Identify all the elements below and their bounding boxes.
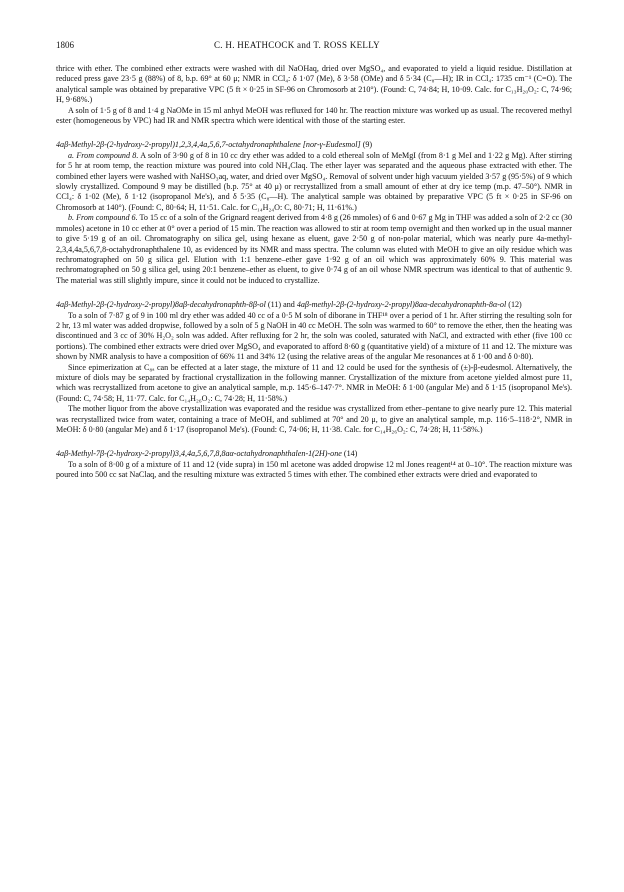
heading-compound-14-number: (14)	[343, 449, 358, 459]
run-in-from-compound-8: a. From compound 8.	[68, 150, 139, 160]
paragraph-ester-distillation: thrice with ether. The combined ether extracts were washed with dil NaOHaq, dried over MgSO₄, and evaporated to yield a liquid residue. Distillation at reduced press gave 23·5 g (88%) of 8, b.p. 69° at 60 μ; NMR in CCl₄: δ 1·07 (Me), δ 3·58 (OMe) and δ 5·34 (C₈—H); IR in CCl₄: 1735 cm⁻¹ (C=O). The analytical sample was obtained by preparative VPC (5 ft × 0·25 in SF-96 on Chromosorb at 210°). (Found: C, 74·84; H, 10·09. Calc. for C₁₃H₂₀O₂: C, 74·96; H, 9·68%.)	[56, 64, 572, 105]
paragraph-ester-reflux: A soln of 1·5 g of 8 and 1·4 g NaOMe in 15 ml anhyd MeOH was refluxed for 140 hr. The reaction mixture was worked up as usual. The recovered methyl ester (homogeneous by VPC) had IR and NMR spectra which were identical with those of the starting ester.	[56, 105, 572, 126]
paragraph-jones-oxidation: To a soln of 8·00 g of a mixture of 11 and 12 (vide supra) in 150 ml acetone was added dropwise 12 ml Jones reagent¹⁴ at 0–10°. The reaction mixture was poured into 500 cc sat NaClaq, and the resulting mixture was extracted 5 times with ether. The combined ether extracts were dried and evaporated to	[56, 459, 572, 480]
heading-compound-12-title: 4aβ-methyl-2β-(2-hydroxy-2-propyl)8aα-decahydronaphth-8α-ol	[296, 300, 507, 310]
paragraph-from-compound-6	[56, 213, 572, 286]
heading-compound-9	[56, 140, 572, 150]
page-number: 1806	[56, 40, 74, 50]
running-head	[56, 40, 572, 54]
heading-conjunction: and	[283, 300, 295, 310]
paragraph-mother-liquor: The mother liquor from the above crystallization was evaporated and the residue was crystallized from ether–pentane to give nearly pure 12. This material was recrystallized twice from water, containing a trace of MeOH, and sublimed at 70° and 20 μ, to give an analytical sample, m.p. 116·5–118·2°, NMR in MeOH: δ 0·80 (angular Me) and δ 1·17 (isopropanol Me's). (Found: C, 74·06; H, 11·38. Calc. for C₁₄H₂₆O₂: C, 74·28; H, 11·58%.)	[56, 404, 572, 434]
heading-compound-11-title: 4aβ-Methyl-2β-(2-hydroxy-2-propyl)8aβ-decahydronaphth-8β-ol	[56, 300, 266, 310]
heading-compound-12-number: (12)	[508, 300, 522, 310]
heading-compounds-11-12	[56, 300, 572, 310]
heading-compound-11-number: (11)	[267, 300, 282, 310]
heading-compound-9-title: 4aβ-Methyl-2β-(2-hydroxy-2-propyl)1,2,3,4,4a,5,6,7-octahydronaphthalene [nor-γ-Eudesmol]	[56, 140, 361, 150]
paragraph-from-compound-8-text: A soln of 3·90 g of 8 in 10 cc dry ether was added to a cold ethereal soln of MeMgI (from 8·1 g MeI and 1·22 g Mg). After stirring for 5 hr at room temp, the reaction mixture was poured into cold NH₄Claq. The ether layer was separated and the aqueous phase extracted with ether. The combined ether layers were washed with NaHSO₃aq, water, and dried over MgSO₄. Removal of solvent under high vacuum yielded 3·57 g (95·5%) of 9 which slowly crystallized. Compound 9 may be distilled (b.p. 75° at 40 μ) or recrystallized from a small amount of ether at dry ice temp (m.p. 47–50°). NMR in CCl₄: δ 1·02 (Me), δ 1·12 (isopropanol Me's), and δ 5·35 (C₈—H). The analytical sample was obtained by preparative VPC (5 ft × 0·25 in SF-96 on Chromosorb at 140°). (Found: C, 80·64; H, 11·51. Calc. for C₁₄H₂₄O: C, 80·71; H, 11·61%.)	[56, 150, 573, 212]
paragraph-epimerization: Since epimerization at C₈ₐ can be effected at a later stage, the mixture of 11 and 12 could be used for the synthesis of (±)-β-eudesmol. Alternatively, the mixture of diols may be separated by fractional crystallization in the following manner. Crystallization of the mixture from acetone yielded almost pure 11, which was recrystallized from acetone to give an analytical sample, m.p. 145·6–147·7°. NMR in MeOH: δ 1·00 (angular Me) and δ 1·15 (isopropanol Me's). (Found: C, 74·58; H, 11·77. Calc. for C₁₄H₂₆O₂: C, 74·28; H, 11·58%.)	[56, 362, 572, 403]
paragraph-from-compound-8	[56, 151, 572, 213]
journal-page	[56, 40, 572, 481]
heading-compound-14-title: 4aβ-Methyl-7β-(2-hydroxy-2-propyl)3,4,4a,5,6,7,8,8aα-octahydronaphthalen-1(2H)-one	[56, 449, 342, 459]
heading-compound-14	[56, 449, 572, 459]
paragraph-hydroboration: To a soln of 7·87 g of 9 in 100 ml dry ether was added 40 cc of a 0·5 M soln of diborane in THF¹⁸ over a period of 1 hr. After stirring the resulting soln for 2 hr, 13 ml water was added dropwise, followed by a soln of 5 g NaOH in 40 cc MeOH. The soln was warmed to 60° to remove the ether, then the heating was discontinued and 3 cc of 30% H₂O₂ soln was added. After refluxing for 2 hr, the soln was cooled, saturated with NaCl, and extracted with ether (five 100 cc portions). The combined ether extracts were dried over MgSO₄ and evaporated to afford 8·60 g (quantitative yield) of a mixture of 11 and 12. The mixture was shown by NMR analysis to have a composition of 66% 11 and 34% 12 (using the relative areas of the angular Me resonances at δ 1·00 and δ 0·80).	[56, 310, 572, 362]
heading-compound-9-number: (9)	[362, 140, 373, 150]
run-in-from-compound-6: b. From compound 6.	[68, 213, 138, 223]
running-head-authors: C. H. HEATHCOCK and T. ROSS KELLY	[214, 40, 380, 50]
paragraph-from-compound-6-text: To 15 cc of a soln of the Grignard reagent derived from 4·8 g (26 mmoles) of 6 and 0·67 g Mg in THF was added a soln of 2·2 cc (30 mmoles) acetone in 10 cc ether at 0° over a period of 15 min. The reaction was allowed to stir at room temp overnight and then worked up in the usual manner to give 5·19 g of an oil. Chromatography on silica gel, using hexane as eluent, gave 2·50 g of non-polar material, which was nearly pure 4a-methyl-2,3,4,4a,5,6,7,8-octahydronaphthalene 10, as evidenced by its NMR and mass spectra. The column was eluted with MeOH to give an oily residue which was rechromatographed on 50 g silica gel. Elution with 1:1 benzene–ether gave 1·92 g of an oil which was approximately 60% 9. This material was rechromatographed on 50 g silica gel, using 20:1 benzene–ether as eluent, to give 0·74 g of an oil whose NMR spectrum was identical to that of authentic 9. The material was still slightly impure, since it could not be induced to crystallize.	[56, 213, 572, 285]
